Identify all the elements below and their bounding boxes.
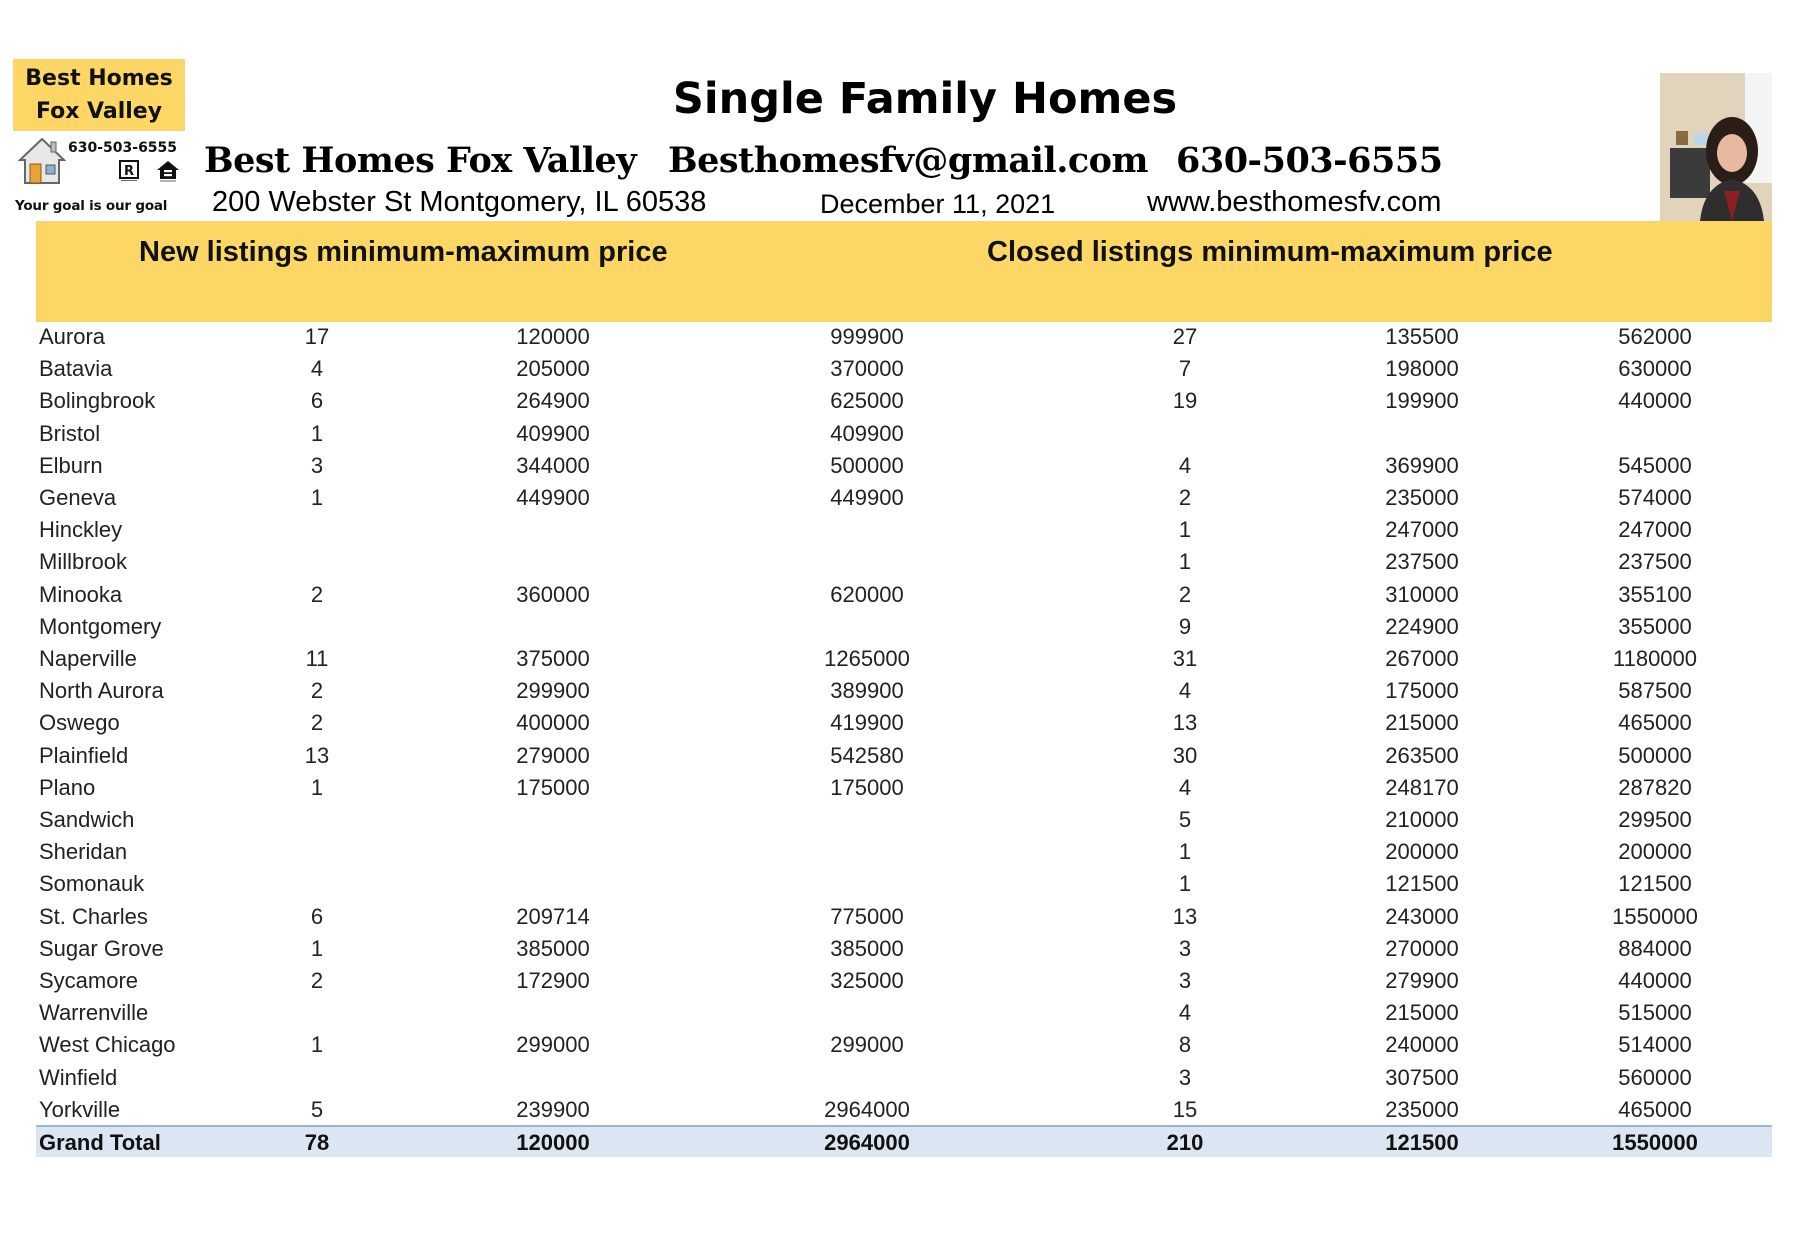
svg-text:R: R — [123, 164, 135, 179]
city-cell — [39, 454, 103, 478]
closed-count-cell-text: 2 — [1178, 485, 1192, 510]
closed-max-price-cell-text: 515000 — [1618, 1000, 1692, 1026]
new-count-cell-text: 6 — [310, 903, 324, 929]
city-cell — [39, 550, 127, 574]
table-row — [36, 1094, 1772, 1126]
city-cell-text: Sandwich — [39, 807, 135, 832]
new-max-price-cell-text: 299000 — [830, 1032, 904, 1058]
new-max-price-cell-text: 775000 — [830, 903, 904, 929]
city-cell — [39, 808, 134, 832]
closed-max-price-cell-text: 630000 — [1618, 356, 1692, 382]
new-count-cell-text: 2 — [310, 581, 324, 607]
closed-min-price-cell-text: 270000 — [1385, 935, 1459, 961]
closed-min-price-cell-text: 199900 — [1385, 388, 1459, 414]
new-min-price-cell-text: 120000 — [516, 324, 590, 349]
new-count-cell-text: 2 — [310, 710, 324, 736]
new-count-cell-text: 1 — [310, 774, 324, 800]
table-row — [36, 965, 1772, 997]
new-max-price-cell-text: 409900 — [830, 420, 904, 446]
city-cell — [39, 840, 127, 864]
closed-max-price-cell-text: 587500 — [1618, 678, 1692, 704]
closed-min-price-cell-text: 310000 — [1385, 581, 1459, 607]
new-min-price-cell-text: 264900 — [516, 388, 590, 414]
closed-max-price-cell-text: 299500 — [1618, 807, 1692, 832]
closed-min-price-cell-text: 235000 — [1385, 485, 1459, 510]
table-row — [36, 1029, 1772, 1061]
closed-max-price-cell-text: 545000 — [1618, 452, 1692, 478]
city-cell-text: Aurora — [39, 324, 106, 349]
new-min-price-cell-text: 120000 — [516, 1130, 590, 1155]
table-row — [36, 643, 1772, 675]
table-row — [36, 1062, 1772, 1094]
closed-count-cell-text: 1 — [1178, 871, 1192, 897]
closed-max-price-cell-text: 1180000 — [1613, 646, 1698, 671]
closed-min-price-cell-text: 369900 — [1385, 452, 1459, 478]
new-count-cell-text: 17 — [304, 324, 330, 349]
city-cell-text: Oswego — [39, 710, 120, 736]
new-count-cell-text: 1 — [310, 1032, 324, 1058]
table-row — [36, 997, 1772, 1029]
new-count-cell-text: 1 — [310, 485, 324, 510]
logo-line-1: Best Homes — [25, 66, 173, 91]
closed-min-price-cell-text: 198000 — [1385, 356, 1459, 382]
table-row — [36, 450, 1772, 482]
new-max-price-cell-text: 625000 — [830, 388, 904, 414]
closed-min-price-cell-text: 224900 — [1385, 613, 1459, 639]
city-cell — [39, 389, 155, 413]
closed-count-cell-text: 15 — [1172, 1096, 1198, 1122]
new-min-price-cell-text: 299000 — [516, 1032, 590, 1058]
city-cell — [39, 937, 164, 961]
city-cell — [39, 905, 148, 929]
new-count-cell-text: 3 — [310, 452, 324, 478]
table-row — [36, 482, 1772, 514]
new-min-price-cell-text: 239900 — [516, 1096, 590, 1122]
new-max-price-cell-text: 2964000 — [824, 1130, 910, 1155]
table-row — [36, 707, 1772, 739]
city-cell-text: Grand Total — [39, 1130, 161, 1155]
closed-count-cell-text: 4 — [1178, 774, 1192, 800]
new-min-price-cell-text: 205000 — [516, 356, 590, 382]
new-count-cell-text: 2 — [310, 678, 324, 704]
closed-count-cell-text: 19 — [1172, 388, 1198, 414]
city-cell-text: North Aurora — [39, 678, 164, 704]
closed-count-cell-text: 8 — [1178, 1032, 1192, 1058]
report-date: December 11, 2021 — [820, 189, 1056, 219]
table-row — [36, 901, 1772, 933]
city-cell-text: Montgomery — [39, 613, 162, 639]
new-min-price-cell-text: 375000 — [516, 646, 590, 671]
city-cell-text: Geneva — [39, 485, 117, 510]
new-count-cell-text: 1 — [310, 935, 324, 961]
closed-min-price-cell-text: 247000 — [1385, 517, 1459, 543]
new-min-price-cell-text: 344000 — [516, 452, 590, 478]
closed-min-price-cell-text: 243000 — [1385, 903, 1459, 929]
table-row — [36, 514, 1772, 546]
new-count-cell-text: 1 — [310, 420, 324, 446]
city-cell — [39, 1001, 148, 1025]
new-min-price-cell-text: 449900 — [516, 485, 590, 510]
new-max-price-cell-text: 370000 — [830, 356, 904, 382]
new-max-price-cell-text: 389900 — [830, 678, 904, 704]
city-cell — [39, 969, 138, 993]
phone-number: 630-503-6555 — [1176, 140, 1443, 181]
table-row — [36, 418, 1772, 450]
email-link[interactable]: Besthomesfv@gmail.com — [668, 140, 1149, 181]
new-max-price-cell-text: 542580 — [830, 742, 904, 768]
city-cell-text: Plano — [39, 774, 96, 800]
city-cell — [39, 679, 164, 703]
city-cell — [39, 357, 112, 381]
closed-min-price-cell-text: 263500 — [1385, 742, 1459, 768]
city-cell — [39, 583, 122, 607]
city-cell-text: Sycamore — [39, 968, 139, 993]
closed-min-price-cell-text: 210000 — [1385, 807, 1459, 832]
address: 200 Webster St Montgomery, IL 60538 — [212, 186, 707, 218]
closed-count-cell-text: 9 — [1178, 613, 1192, 639]
city-cell — [39, 1033, 176, 1057]
new-count-cell-text: 13 — [304, 742, 330, 768]
closed-count-cell-text: 1 — [1178, 549, 1192, 575]
city-cell-text: Batavia — [39, 356, 113, 382]
closed-max-price-cell-text: 465000 — [1618, 710, 1692, 736]
closed-count-cell-text: 5 — [1178, 807, 1192, 832]
closed-min-price-cell-text: 215000 — [1385, 710, 1459, 736]
realtor-icon — [118, 160, 140, 182]
city-cell-text: Hinckley — [39, 517, 123, 543]
logo-tagline: Your goal is our goal — [15, 198, 168, 214]
table-row — [36, 353, 1772, 385]
new-min-price-cell-text: 409900 — [516, 420, 590, 446]
new-listings-header: New listings minimum-maximum price — [139, 236, 668, 268]
new-max-price-cell-text: 449900 — [830, 485, 904, 510]
closed-max-price-cell-text: 121500 — [1618, 871, 1692, 897]
closed-count-cell-text: 31 — [1172, 646, 1198, 671]
city-cell-text: Sheridan — [39, 839, 128, 865]
city-cell-text: St. Charles — [39, 903, 148, 929]
closed-max-price-cell-text: 287820 — [1618, 774, 1692, 800]
closed-count-cell-text: 30 — [1172, 742, 1198, 768]
city-cell — [39, 776, 95, 800]
closed-max-price-cell-text: 247000 — [1618, 517, 1692, 543]
city-cell — [39, 1131, 161, 1155]
city-cell-text: Elburn — [39, 452, 103, 478]
page-title: Single Family Homes — [672, 74, 1178, 124]
closed-count-cell-text: 13 — [1172, 903, 1198, 929]
table-row — [36, 675, 1772, 707]
new-max-price-cell-text: 419900 — [830, 710, 904, 736]
closed-min-price-cell-text: 240000 — [1385, 1032, 1459, 1058]
city-cell-text: Millbrook — [39, 549, 128, 575]
closed-min-price-cell-text: 121500 — [1385, 871, 1459, 897]
closed-max-price-cell-text: 560000 — [1618, 1064, 1692, 1090]
new-min-price-cell-text: 279000 — [516, 742, 590, 768]
company-name: Best Homes Fox Valley — [204, 140, 637, 181]
closed-max-price-cell-text: 237500 — [1618, 549, 1692, 575]
city-cell — [39, 1066, 117, 1090]
city-cell — [39, 422, 100, 446]
agent-photo-graphic — [1660, 73, 1772, 221]
city-cell-text: Bristol — [39, 420, 101, 446]
closed-count-cell-text: 13 — [1172, 710, 1198, 736]
new-min-price-cell-text: 400000 — [516, 710, 590, 736]
closed-max-price-cell-text: 440000 — [1618, 388, 1692, 414]
equal-housing-icon — [156, 160, 180, 182]
closed-min-price-cell-text: 175000 — [1385, 678, 1459, 704]
closed-min-price-cell-text: 215000 — [1385, 1000, 1459, 1026]
city-cell-text: Bolingbrook — [39, 388, 156, 414]
website-link[interactable]: www.besthomesfv.com — [1147, 186, 1442, 218]
table-row — [36, 836, 1772, 868]
new-min-price-cell-text: 385000 — [516, 935, 590, 961]
city-cell — [39, 872, 144, 896]
new-max-price-cell-text: 500000 — [830, 452, 904, 478]
closed-max-price-cell-text: 440000 — [1618, 968, 1692, 993]
new-count-cell-text: 6 — [310, 388, 324, 414]
closed-max-price-cell-text: 884000 — [1618, 935, 1692, 961]
closed-min-price-cell-text: 248170 — [1385, 774, 1459, 800]
city-cell-text: Yorkville — [39, 1096, 121, 1122]
city-cell — [39, 1098, 120, 1122]
closed-max-price-cell-text: 1550000 — [1612, 1130, 1698, 1155]
new-min-price-cell-text: 360000 — [516, 581, 590, 607]
city-cell — [39, 518, 122, 542]
city-cell-text: Winfield — [39, 1064, 118, 1090]
closed-count-cell-text: 210 — [1166, 1130, 1204, 1155]
agent-photo — [1660, 73, 1772, 221]
closed-count-cell-text: 2 — [1178, 581, 1192, 607]
closed-count-cell-text: 4 — [1178, 1000, 1192, 1026]
new-min-price-cell-text: 299900 — [516, 678, 590, 704]
new-min-price-cell-text: 209714 — [516, 903, 590, 929]
closed-min-price-cell-text: 307500 — [1385, 1064, 1459, 1090]
closed-max-price-cell-text: 500000 — [1618, 742, 1692, 768]
closed-count-cell-text: 1 — [1178, 517, 1192, 543]
closed-max-price-cell-text: 562000 — [1618, 324, 1692, 349]
closed-count-cell-text: 1 — [1178, 839, 1192, 865]
closed-count-cell-text: 4 — [1178, 452, 1192, 478]
table-row — [36, 611, 1772, 643]
city-cell-text: Plainfield — [39, 742, 129, 768]
closed-min-price-cell-text: 279900 — [1385, 968, 1459, 993]
city-cell — [39, 486, 116, 510]
city-cell — [39, 615, 161, 639]
new-max-price-cell-text: 620000 — [830, 581, 904, 607]
new-max-price-cell-text: 175000 — [830, 774, 904, 800]
new-min-price-cell-text: 175000 — [516, 774, 590, 800]
closed-max-price-cell-text: 514000 — [1618, 1032, 1692, 1058]
closed-max-price-cell-text: 355000 — [1618, 613, 1692, 639]
logo-phone: 630-503-6555 — [68, 140, 178, 156]
closed-min-price-cell-text: 200000 — [1385, 839, 1459, 865]
table-row — [36, 740, 1772, 772]
table-row — [36, 868, 1772, 900]
grand-total-row — [36, 1125, 1772, 1157]
closed-max-price-cell-text: 355100 — [1618, 581, 1692, 607]
closed-max-price-cell-text: 200000 — [1618, 839, 1692, 865]
house-icon — [18, 136, 66, 186]
table-row — [36, 772, 1772, 804]
city-cell-text: Warrenville — [39, 1000, 149, 1026]
new-count-cell-text: 4 — [310, 356, 324, 382]
closed-count-cell-text: 7 — [1178, 356, 1192, 382]
closed-min-price-cell-text: 267000 — [1385, 646, 1459, 671]
closed-max-price-cell-text: 574000 — [1618, 485, 1692, 510]
closed-min-price-cell-text: 235000 — [1385, 1096, 1459, 1122]
city-cell-text: Minooka — [39, 581, 123, 607]
new-count-cell-text: 5 — [310, 1096, 324, 1122]
table-row — [36, 933, 1772, 965]
closed-count-cell-text: 3 — [1178, 968, 1192, 993]
logo-line-2: Fox Valley — [35, 99, 163, 124]
city-cell — [39, 647, 137, 671]
closed-count-cell-text: 4 — [1178, 678, 1192, 704]
closed-count-cell-text: 27 — [1172, 324, 1198, 349]
city-cell — [39, 711, 120, 735]
table-row — [36, 579, 1772, 611]
new-count-cell-text: 78 — [304, 1130, 330, 1155]
table-row — [36, 385, 1772, 417]
closed-min-price-cell-text: 237500 — [1385, 549, 1459, 575]
table-row — [36, 546, 1772, 578]
city-cell-text: Naperville — [39, 646, 137, 671]
new-count-cell-text: 11 — [305, 646, 329, 671]
closed-listings-header: Closed listings minimum-maximum price — [987, 236, 1553, 268]
new-max-price-cell-text: 325000 — [830, 968, 904, 993]
city-cell — [39, 325, 105, 349]
new-max-price-cell-text: 2964000 — [824, 1096, 910, 1122]
city-cell-text: West Chicago — [39, 1032, 176, 1058]
new-max-price-cell-text: 1265000 — [824, 646, 910, 671]
closed-min-price-cell-text: 121500 — [1385, 1130, 1459, 1155]
table-row — [36, 321, 1772, 353]
city-cell — [39, 744, 128, 768]
new-max-price-cell-text: 385000 — [830, 935, 904, 961]
new-min-price-cell-text: 172900 — [516, 968, 590, 993]
closed-min-price-cell-text: 135500 — [1385, 324, 1459, 349]
closed-max-price-cell-text: 1550000 — [1612, 903, 1698, 929]
table-row — [36, 804, 1772, 836]
new-count-cell-text: 2 — [310, 968, 324, 993]
closed-max-price-cell-text: 465000 — [1618, 1096, 1692, 1122]
closed-count-cell-text: 3 — [1178, 935, 1192, 961]
city-cell-text: Somonauk — [39, 871, 145, 897]
new-max-price-cell-text: 999900 — [830, 324, 904, 349]
closed-count-cell-text: 3 — [1178, 1064, 1192, 1090]
city-cell-text: Sugar Grove — [39, 935, 164, 961]
